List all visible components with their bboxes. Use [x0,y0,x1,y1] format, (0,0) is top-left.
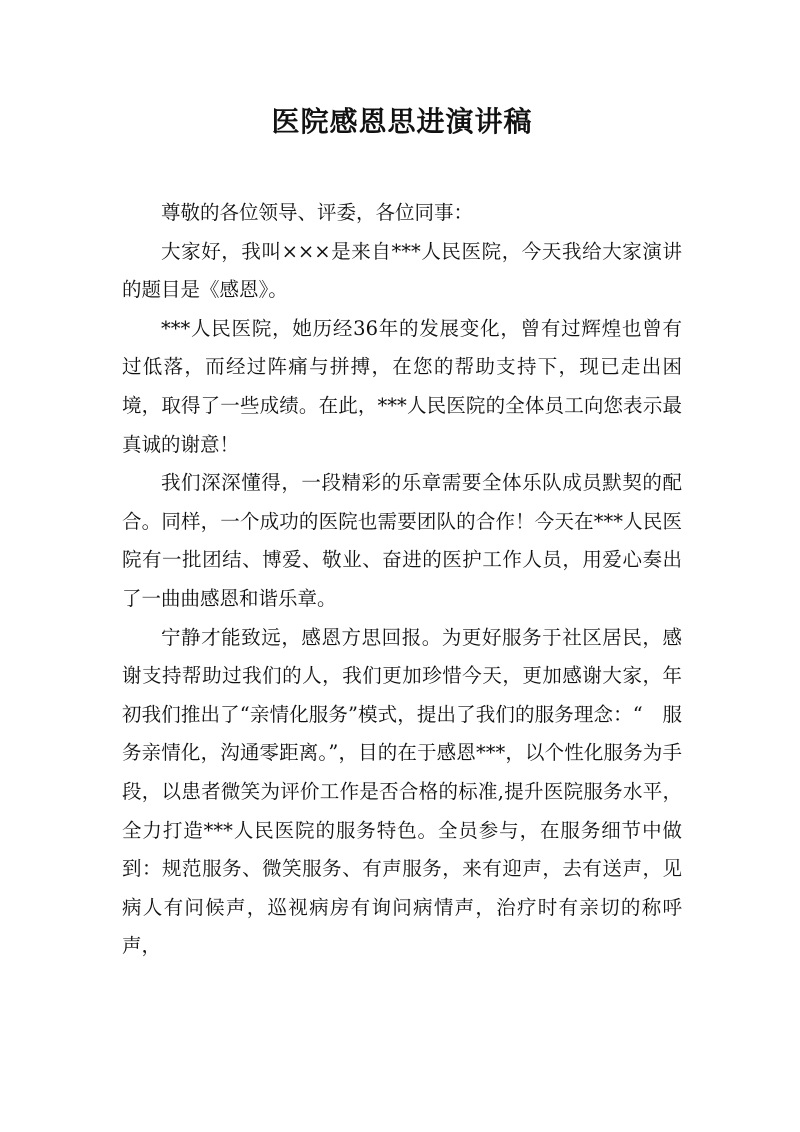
document-body [122,194,682,966]
document-title: 医院感恩思进演讲稿 [271,105,533,138]
paragraph-service-philosophy: 宁静才能致远，感恩方思回报。为更好服务于社区居民，感谢支持帮助过我们的人，我们更加珍惜今天，更加感谢大家，年初我们推出了“亲情化服务”模式，提出了我们的服务理念：“ 服务亲情化，沟通零距离。”，目的在于感恩***，以个性化服务为手段，以患者微笑为评价工作是否合格的标准,提升医院服务水平，全力打造***人民医院的服务特色。全员参与，在服务细节中做到：规范服务、微笑服务、有声服务，来有迎声，去有送声，见病人有问候声，巡视病房有询问病情声，治疗时有亲切的称呼声， [122,625,682,958]
paragraph-salutation: 尊敬的各位领导、评委，各位同事： [161,201,474,224]
paragraph-hospital-history: ***人民医院，她历经36年的发展变化，曾有过辉煌也曾有过低落，而经过阵痛与拼搏，在您的帮助支持下，现已走出困境，取得了一些成绩。在此，***人民医院的全体员工向您表示最真诚的谢意！ [122,316,682,456]
paragraph-greeting: 大家好，我叫×××是来自***人民医院，今天我给大家演讲的题目是《感恩》。 [122,239,682,302]
paragraph-teamwork: 我们深深懂得，一段精彩的乐章需要全体乐队成员默契的配合。同样，一个成功的医院也需要团队的合作！今天在***人民医院有一批团结、博爱、敬业、奋进的医护工作人员，用爱心奏出了一曲曲感恩和谐乐章。 [122,471,682,610]
